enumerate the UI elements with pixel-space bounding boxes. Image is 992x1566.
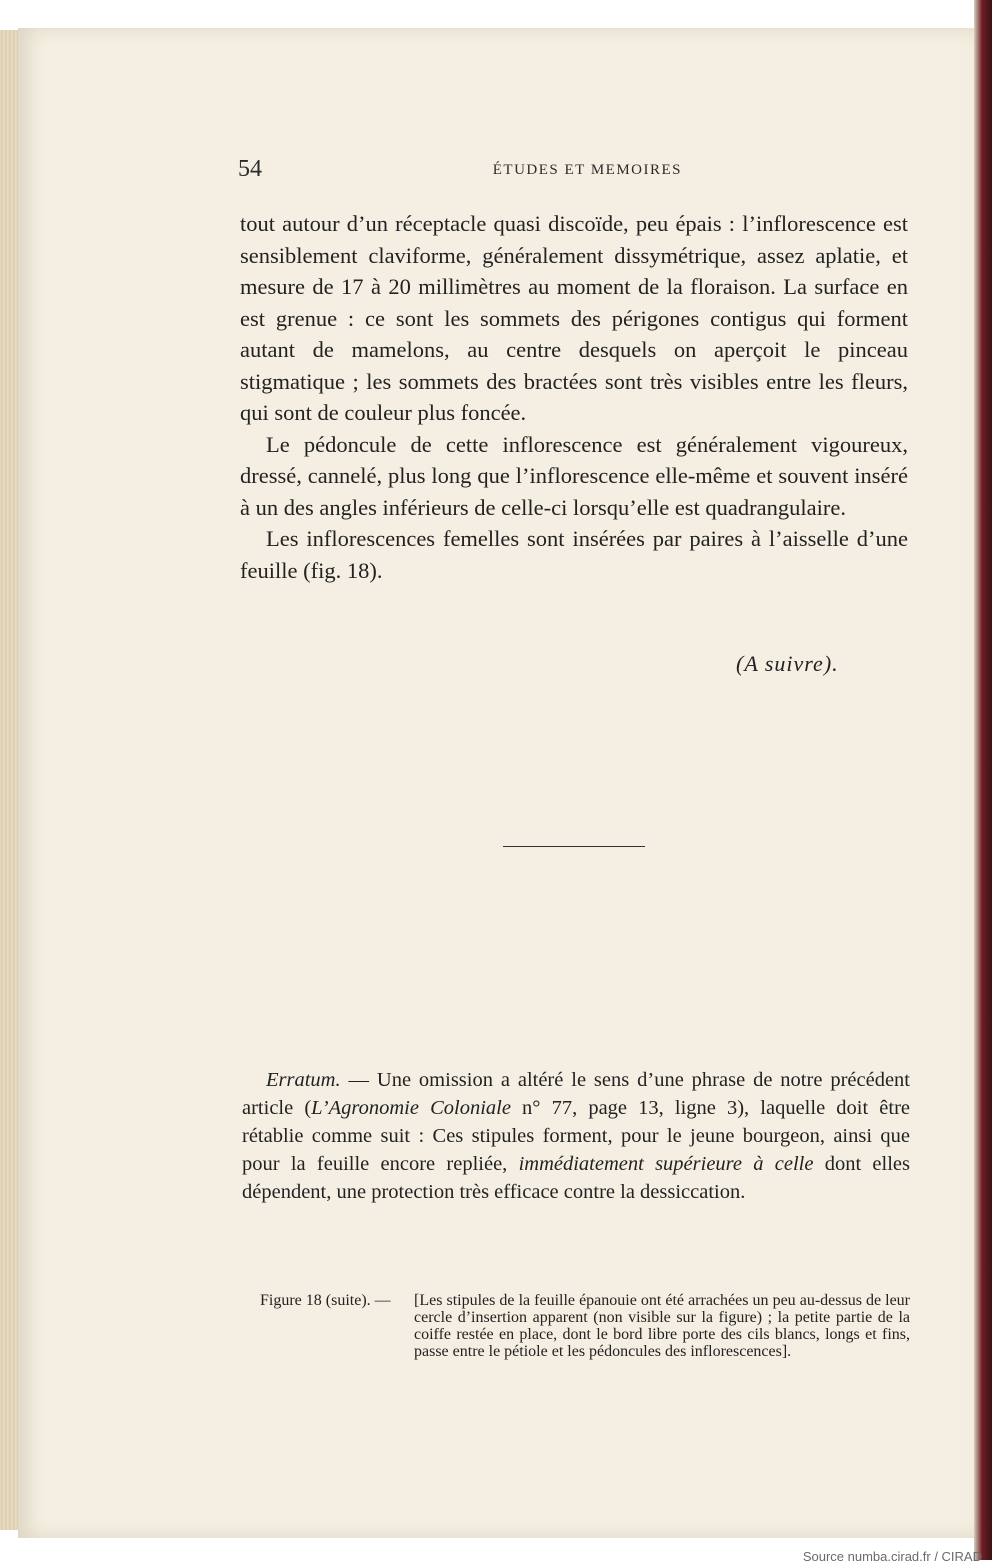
paragraph-2: Le pédoncule de cette inflorescence est généralement vigoureux, dressé, cannelé, plus long que l’inflorescence elle-même et souvent inséré à un des angles inférieurs de celle-ci lorsqu’elle est quadrangulaire. bbox=[240, 431, 908, 520]
erratum-text-3: dont elles dépendent, une protection très efficace contre la dessiccation. bbox=[242, 1153, 910, 1203]
source-credit: Source numba.cirad.fr / CIRAD bbox=[802, 1549, 982, 1564]
erratum-journal: L’Agronomie Coloniale bbox=[311, 1097, 511, 1119]
caption-label: Figure 18 (suite). — bbox=[260, 1292, 391, 1309]
caption-text: [Les stipules de la feuille épanouie ont été arrachées un peu au-dessus de leur cercle d’insertion apparent (non visible sur la figure) ; la petite partie de la coiffe restée en place, dont le bord libre porte des cils blancs, longs et fins, passe entre le pétiole et les pédoncules des inflorescences]. bbox=[414, 1292, 910, 1360]
erratum-label: Erratum. bbox=[266, 1069, 341, 1091]
book-binding-edge bbox=[974, 0, 992, 1560]
main-text bbox=[240, 208, 908, 586]
erratum-emphasis: immédiatement supérieure à celle bbox=[518, 1153, 814, 1175]
to-be-continued: (A suivre). bbox=[736, 651, 839, 676]
paragraph-1: tout autour d’un réceptacle quasi discoïde, peu épais : l’inflorescence est sensiblement claviforme, généralement dissymétrique, assez aplatie, et mesure de 17 à 20 millimètres au moment de la floraison. La surface en est grenue : ce sont les sommets des périgones contigus qui forment autant de mamelons, au centre desquels on aperçoit le pinceau stigmatique ; les sommets des bractées sont très visibles entre les fleurs, qui sont de couleur plus foncée. bbox=[240, 211, 908, 425]
erratum-text-1: — Une omission a altéré le sens d’une phrase de notre précédent article ( bbox=[242, 1069, 910, 1119]
erratum-text-2: n° 77, page 13, ligne 3), laquelle doit être rétablie comme suit : Ces stipules forment, pour le jeune bourgeon, ainsi que pour la feuille encore repliée, bbox=[242, 1097, 910, 1175]
page-header bbox=[238, 156, 682, 186]
paragraph-3: Les inflorescences femelles sont insérées par paires à l’aisselle d’une feuille (fig. 18). bbox=[240, 526, 908, 583]
erratum-note bbox=[242, 1066, 910, 1206]
page-number: 54 bbox=[238, 156, 262, 182]
running-title: ÉTUDES ET MEMOIRES bbox=[492, 162, 682, 178]
section-divider bbox=[503, 846, 645, 847]
